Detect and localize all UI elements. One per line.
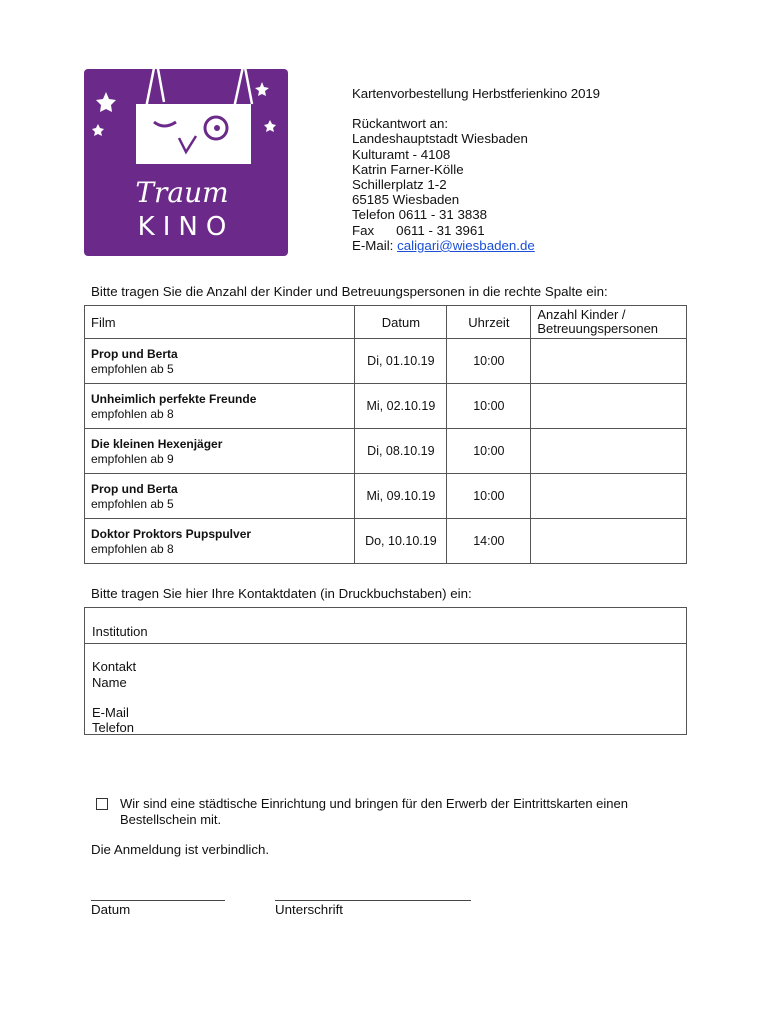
- contact-person: Katrin Farner-Kölle: [352, 161, 464, 177]
- film-age: empfohlen ab 8: [91, 406, 174, 421]
- header-film: Film: [85, 306, 355, 339]
- time-cell: 10:00: [447, 384, 531, 429]
- time-cell: 10:00: [447, 474, 531, 519]
- email-line: [352, 238, 600, 253]
- film-cell: [85, 339, 355, 384]
- date-cell: Di, 01.10.19: [355, 339, 447, 384]
- film-title: Doktor Proktors Pupspulver: [91, 526, 252, 541]
- reply-label: Rückantwort an:: [352, 116, 449, 132]
- table-row: [85, 519, 687, 564]
- time-cell: 10:00: [447, 339, 531, 384]
- count-input-cell[interactable]: [531, 339, 687, 384]
- table-row: [85, 474, 687, 519]
- email-link[interactable]: caligari@wiesbaden.de: [397, 237, 535, 253]
- municipal-checkbox-label: Wir sind eine städtische Einrichtung und bringen für den Erwerb der Eintrittskarten einen Bestellschein mit.: [120, 796, 628, 827]
- header-count-line1: Anzahl Kinder /: [537, 307, 626, 322]
- header-address-block: [352, 86, 600, 253]
- date-cell: Do, 10.10.19: [355, 519, 447, 564]
- name-label: Name: [92, 675, 127, 690]
- contact-field[interactable]: [84, 643, 687, 735]
- email-label: E-Mail:: [352, 237, 394, 253]
- film-age: empfohlen ab 5: [91, 361, 174, 376]
- film-age: empfohlen ab 8: [91, 541, 174, 556]
- page-title: Kartenvorbestellung Herbstferienkino 2019: [352, 86, 600, 101]
- phone-label: Telefon: [92, 720, 134, 735]
- time-cell: 14:00: [447, 519, 531, 564]
- phone: Telefon 0611 - 31 3838: [352, 207, 488, 223]
- signature-label: Unterschrift: [275, 902, 343, 917]
- header-count: [531, 306, 687, 339]
- film-title: Die kleinen Hexenjäger: [91, 436, 223, 451]
- street: Schillerplatz 1-2: [352, 177, 447, 193]
- fax-label: Fax: [352, 222, 375, 238]
- count-input-cell[interactable]: [531, 384, 687, 429]
- signature-line[interactable]: [275, 900, 471, 901]
- header-count-line2: Betreuungspersonen: [537, 321, 659, 336]
- header-time: Uhrzeit: [447, 306, 531, 339]
- film-title: Prop und Berta: [91, 481, 178, 496]
- email-label: E-Mail: [92, 705, 129, 720]
- time-cell: 10:00: [447, 429, 531, 474]
- date-cell: Mi, 02.10.19: [355, 384, 447, 429]
- org-name: Landeshauptstadt Wiesbaden: [352, 131, 528, 147]
- film-cell: [85, 519, 355, 564]
- contact-heading: Kontakt: [92, 659, 137, 674]
- table-header-row: [85, 306, 687, 339]
- date-cell: Di, 08.10.19: [355, 429, 447, 474]
- film-title: Unheimlich perfekte Freunde: [91, 391, 257, 406]
- count-input-cell[interactable]: [531, 474, 687, 519]
- owl-logo-graphic: [84, 52, 288, 256]
- fax-line: [352, 223, 600, 238]
- film-table: [84, 305, 687, 564]
- date-signature-label: Datum: [91, 902, 131, 917]
- logo-script-text: Traum: [135, 176, 229, 209]
- date-line[interactable]: [91, 900, 225, 901]
- city: 65185 Wiesbaden: [352, 192, 460, 208]
- date-cell: Mi, 09.10.19: [355, 474, 447, 519]
- binding-notice: Die Anmeldung ist verbindlich.: [91, 842, 270, 857]
- table-row: [85, 339, 687, 384]
- film-title: Prop und Berta: [91, 346, 178, 361]
- fax-number: 0611 - 31 3961: [396, 222, 485, 238]
- institution-label: Institution: [92, 624, 148, 639]
- count-input-cell[interactable]: [531, 519, 687, 564]
- table-instructions: Bitte tragen Sie die Anzahl der Kinder und Betreuungspersonen in die rechte Spalte ein:: [91, 284, 608, 299]
- table-row: [85, 384, 687, 429]
- municipal-checkbox[interactable]: [96, 798, 108, 810]
- department: Kulturamt - 4108: [352, 146, 451, 162]
- table-row: [85, 429, 687, 474]
- count-input-cell[interactable]: [531, 429, 687, 474]
- logo-caps-text: KINO: [137, 212, 235, 242]
- film-cell: [85, 429, 355, 474]
- header-date: Datum: [355, 306, 447, 339]
- film-cell: [85, 474, 355, 519]
- contact-instructions: Bitte tragen Sie hier Ihre Kontaktdaten (in Druckbuchstaben) ein:: [91, 586, 472, 601]
- owl-head: [136, 104, 251, 164]
- film-age: empfohlen ab 5: [91, 496, 174, 511]
- film-age: empfohlen ab 9: [91, 451, 174, 466]
- traumkino-logo: [84, 52, 288, 256]
- film-cell: [85, 384, 355, 429]
- institution-field[interactable]: [84, 607, 687, 644]
